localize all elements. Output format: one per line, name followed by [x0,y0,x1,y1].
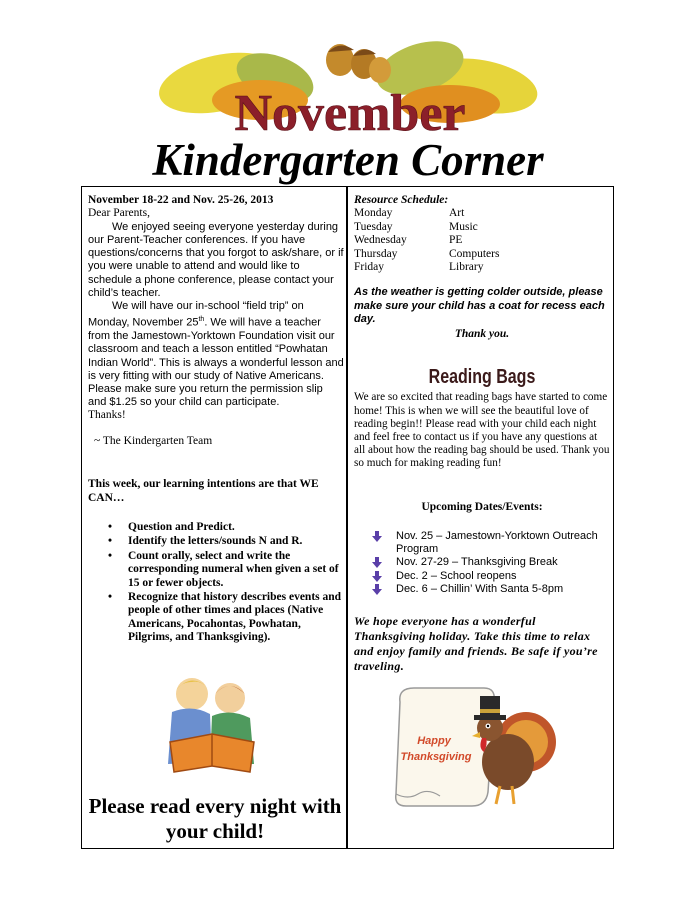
intentions-title: This week, our learning intentions are that WE CAN… [88,478,319,504]
left-column [88,194,344,646]
list-item: • Recognize that history describes events and people of other times and places (Native Americans, Pocahontas, Powhatan, Pilgrims, and Thanksgiving). [108,590,342,644]
thanks-line: Thanks! [88,409,126,422]
field-trip-paragraph [88,300,344,409]
upcoming-title: Upcoming Dates/Events: [421,500,543,513]
bullet: • [108,535,113,548]
list-item: • Identify the letters/sounds N and R. [108,535,303,548]
right-column [354,194,610,674]
list-item: Nov. 25 – Jamestown-Yorktown Outreach Program [354,530,610,556]
reading-bags-text: We are so excited that reading bags have started to come home! This is when we will see the beautiful love of reading begin!! Please read with your child each night and feel free to contact us if you have any questions at all about how the reading bag should be used. Thank you so much for making reading fun! [354,391,610,470]
field-trip-text-a: We will have our in-school “field trip” on Monday, November 25 [88,300,304,329]
page-title: Kindergarten Corner [152,135,544,185]
resource-schedule [354,207,610,274]
acorn-3 [369,57,391,83]
field-trip-text-b: . We will have a teacher from the Jamestown-Yorktown Foundation visit our classroom and teach a lesson entitled “Powhatan Indian World”. This is always a wonderful lesson and is very fitting with our study of Native Americans. Please make sure you return the permission slip and $1.25 so your child can participate. [88,316,344,409]
arrow-down-icon [372,557,382,568]
intentions-list [88,521,344,645]
conference-paragraph: We enjoyed seeing everyone yesterday during our Parent-Teacher conferences. If you have questions/concerns that you forgot to ask/share, or if you were unable to attend and would like to schedule a phone conference, please contact your child’s teacher. [88,220,344,299]
thank-you: Thank you. [454,328,510,341]
table-row: Friday Library [354,261,484,274]
resource-schedule-title: Resource Schedule: [354,194,449,206]
table-row: Thursday Computers [354,247,500,260]
signature: ~ The Kindergarten Team [94,434,213,447]
turkey-label-happy: Happy [417,735,451,747]
bullet: • [108,549,113,562]
bullet: • [108,590,113,603]
turkey-label-thanksgiving: Thanksgiving [400,751,472,763]
table-row: Wednesday PE [354,234,463,247]
bullet: • [108,520,113,533]
thanksgiving-wish: We hope everyone has a wonderful Thanksgiving holiday. Take this time to relax and enjoy family and friends. Be safe if you’re traveling. [354,614,598,674]
date-suffix: th [198,316,205,324]
arrow-down-icon [372,531,382,542]
children-reading-illustration [150,672,275,782]
events-list [354,530,610,596]
list-item: • Question and Predict. [108,520,235,533]
month-title: November [234,85,466,138]
list-item: Dec. 6 – Chillin’ With Santa 5-8pm [354,583,610,596]
week-dates: November 18-22 and Nov. 25-26, 2013 [88,194,274,206]
table-row: Tuesday Music [354,220,478,233]
reading-bags-title: Reading Bags [428,366,536,389]
list-item: Nov. 27-29 – Thanksgiving Break [354,556,610,569]
greeting: Dear Parents, [88,207,150,220]
weather-note: As the weather is getting colder outside, please make sure your child has a coat for recess each day. [354,286,605,325]
arrow-down-icon [372,571,382,582]
table-row: Monday Art [354,207,465,220]
read-every-night-note: Please read every night with your child! [88,794,342,843]
list-item: Dec. 2 – School reopens [354,570,610,583]
arrow-down-icon [372,584,382,595]
november-header-art [150,38,550,138]
list-item: • Count orally, select and write the corresponding numeral when given a set of 15 or fewer objects. [108,549,339,589]
column-divider [346,186,348,849]
turkey-illustration [388,682,558,812]
